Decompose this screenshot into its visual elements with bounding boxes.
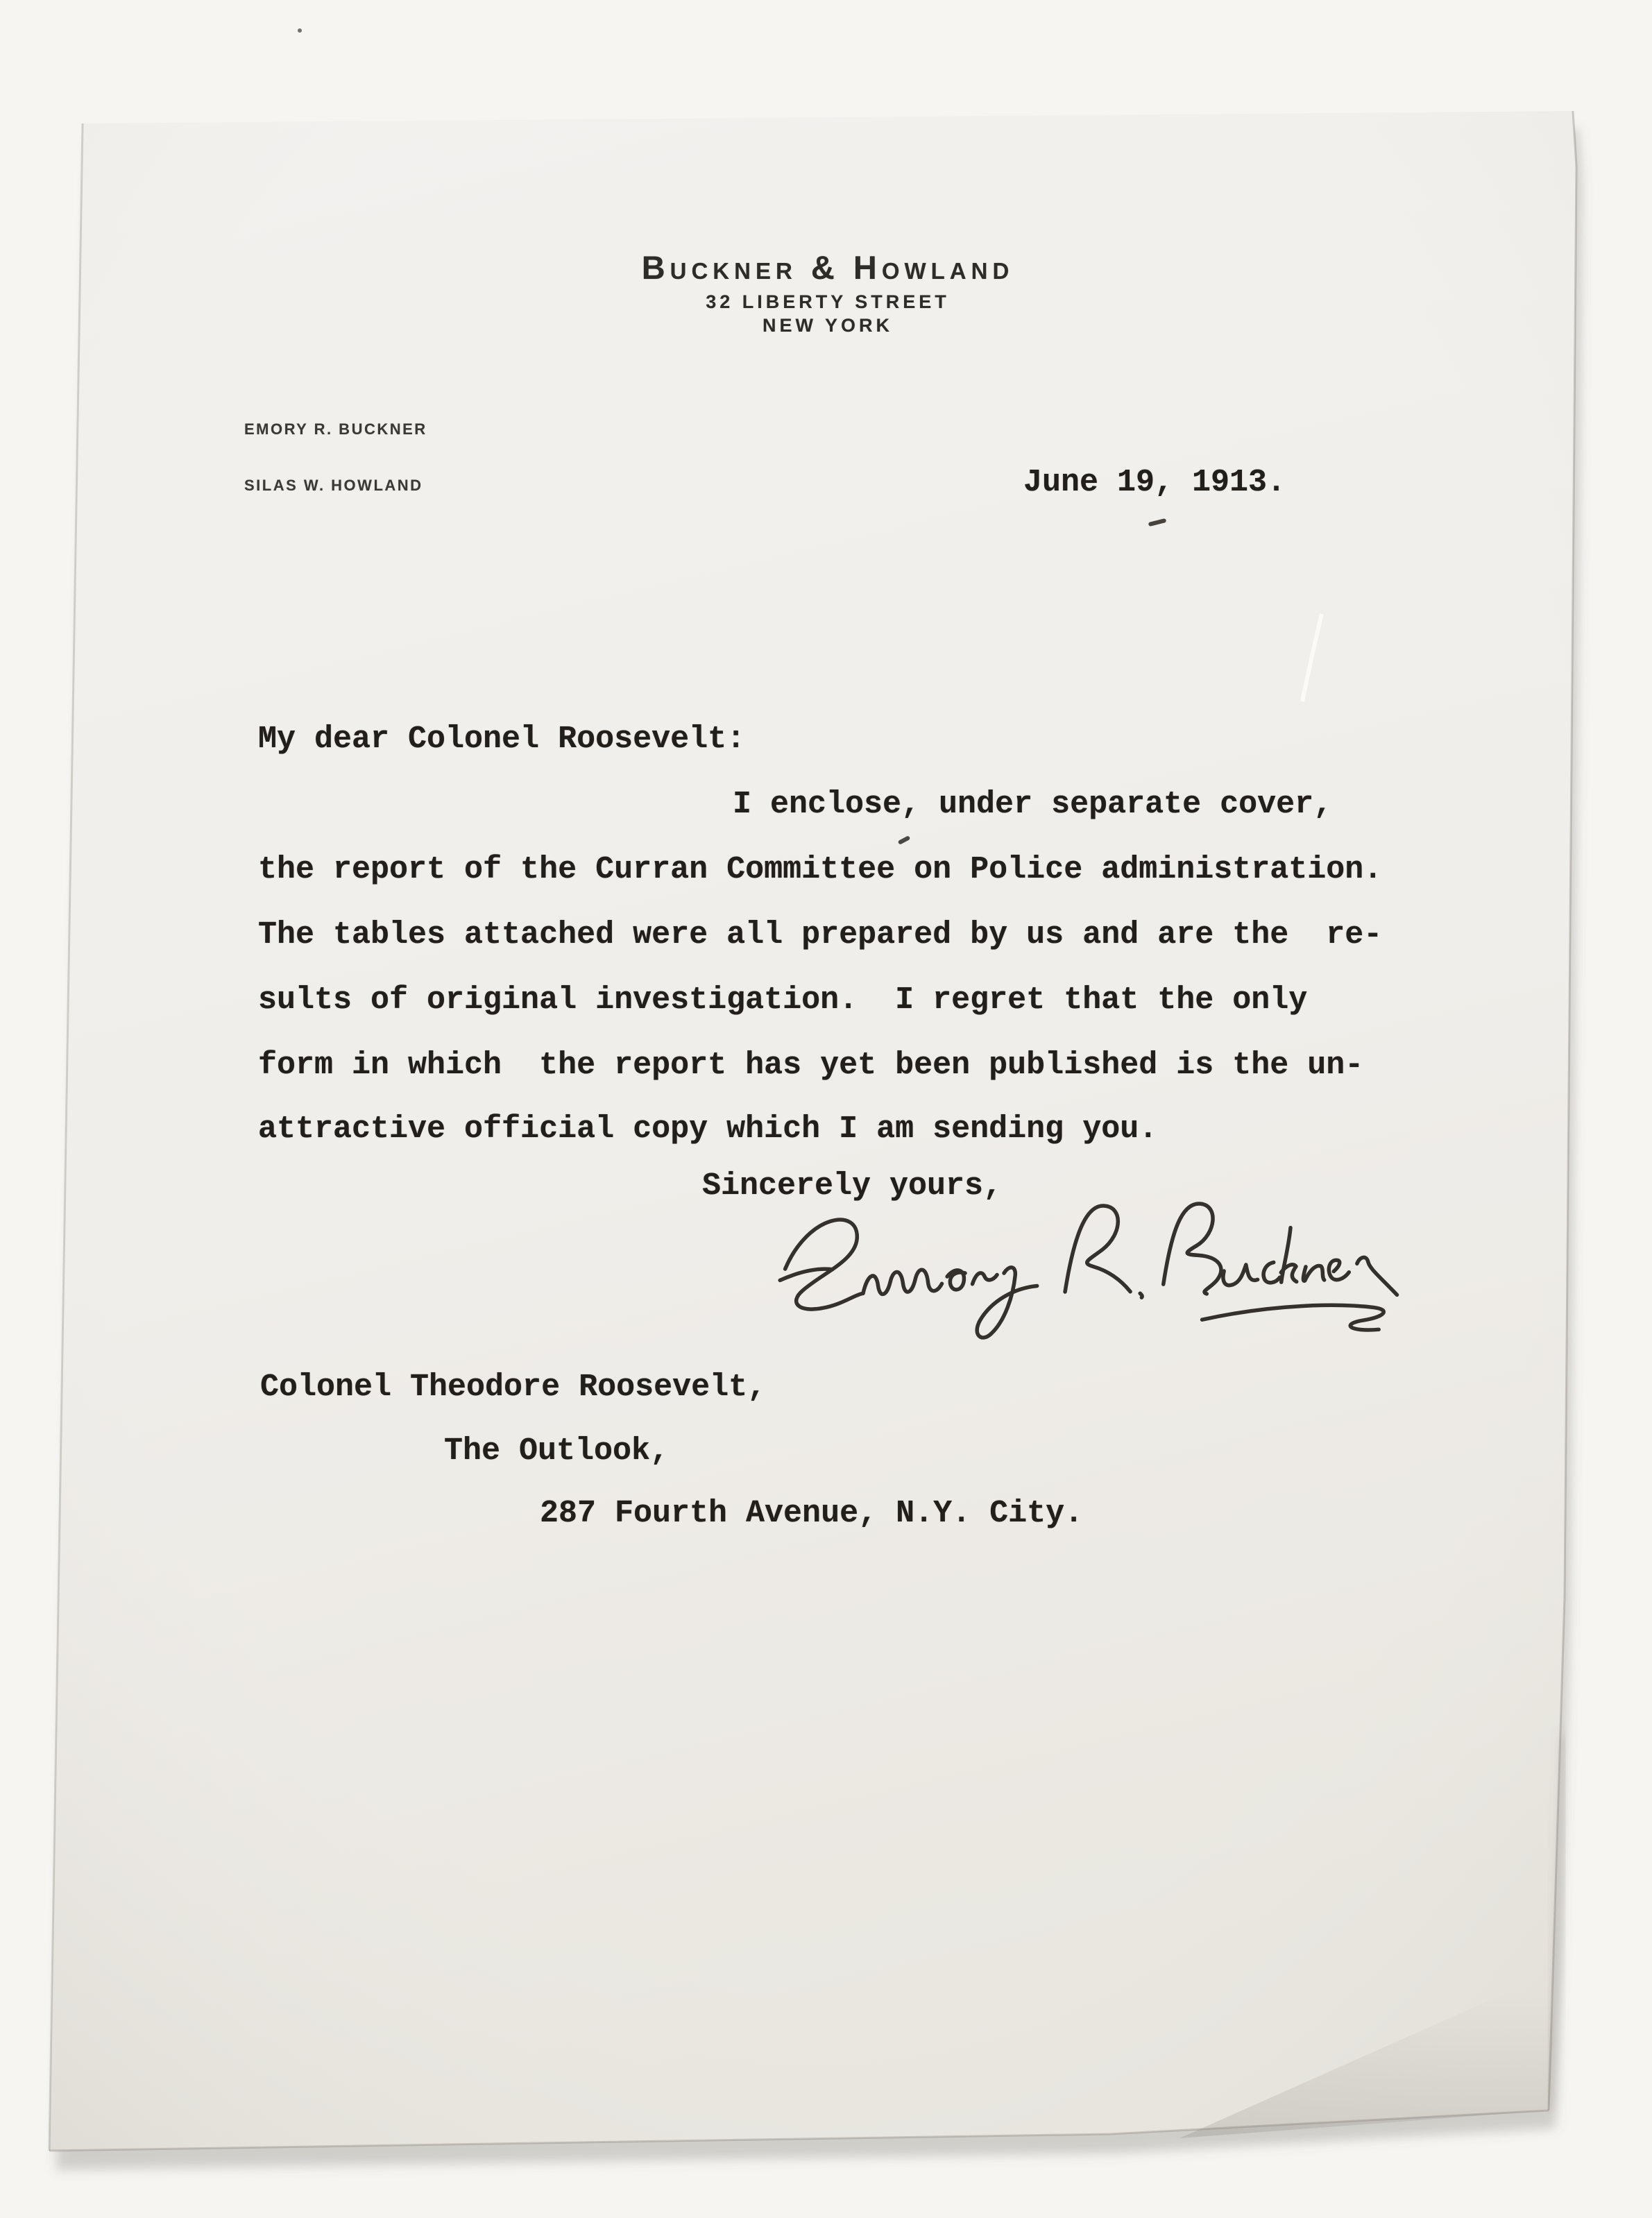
- recipient-name-line: Colonel Theodore Roosevelt,: [260, 1370, 767, 1405]
- signature-emory-r-buckner: [753, 1163, 1418, 1380]
- body-line: The tables attached were all prepared by us and are the re-: [258, 917, 1383, 953]
- letterhead-partner-names: [244, 382, 427, 532]
- body-line: the report of the Curran Committee on Police administration.: [258, 852, 1383, 887]
- letterhead-street-address: 32 LIBERTY STREET: [706, 291, 950, 312]
- recipient-organization-line: The Outlook,: [444, 1433, 670, 1469]
- body-line: attractive official copy which I am sending you.: [258, 1111, 1158, 1147]
- closing-line: Sincerely yours,: [702, 1168, 1003, 1204]
- body-line: form in which the report has yet been published is the un-: [258, 1048, 1364, 1083]
- partner-name-howland: SILAS W. HOWLAND: [244, 477, 423, 494]
- partner-name-buckner: EMORY R. BUCKNER: [244, 420, 427, 438]
- body-line: sults of original investigation. I regret that the only: [258, 982, 1308, 1018]
- letterhead-city: NEW YORK: [762, 315, 893, 336]
- date-line: June 19, 1913.: [1023, 465, 1286, 500]
- body-line: I enclose, under separate cover,: [733, 787, 1333, 822]
- letterhead-firm-name: Buckner & Howland: [641, 249, 1014, 286]
- dust-speck: [298, 28, 302, 33]
- recipient-address-line: 287 Fourth Avenue, N.Y. City.: [540, 1496, 1084, 1531]
- salutation: My dear Colonel Roosevelt:: [258, 722, 746, 757]
